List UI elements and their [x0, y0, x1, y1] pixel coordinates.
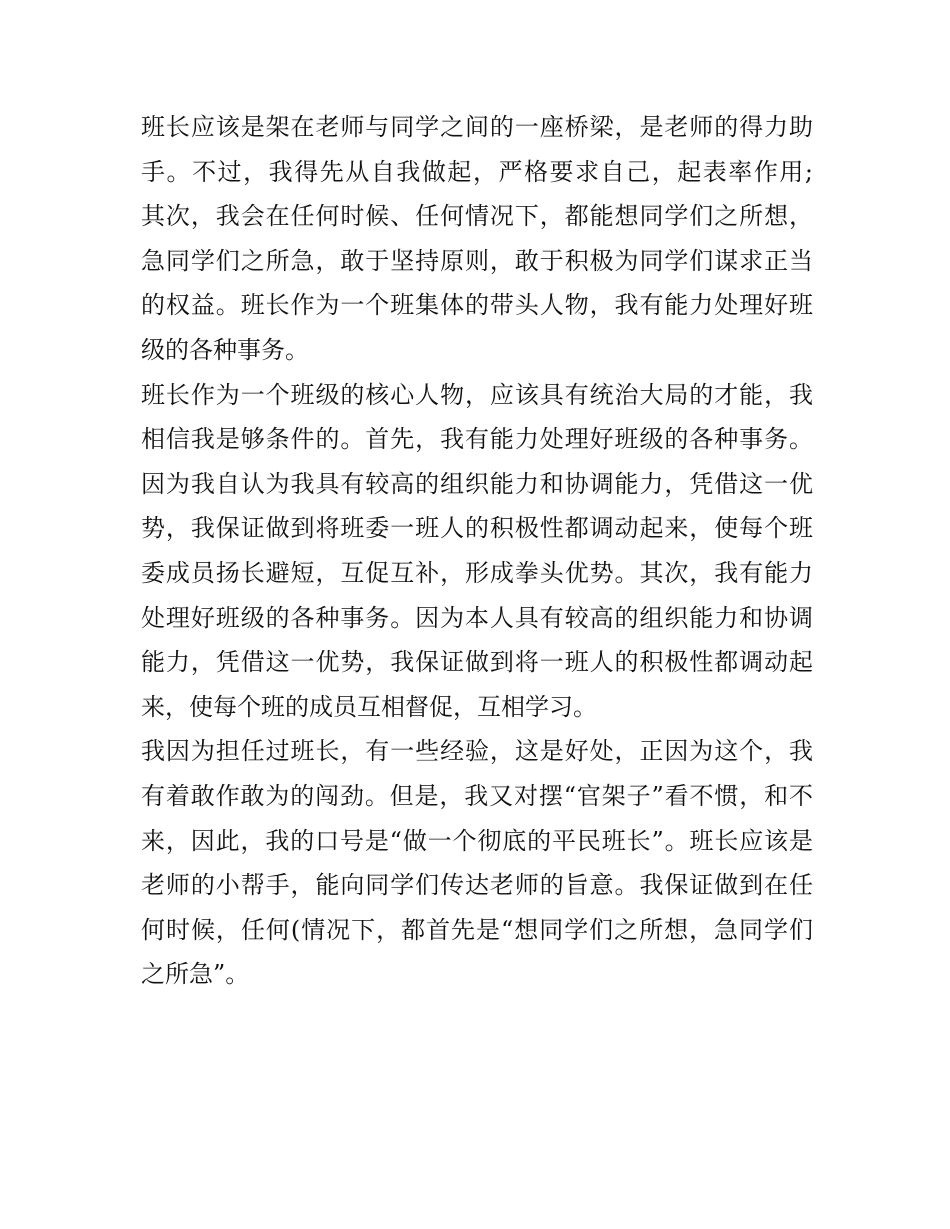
text-line: 来，因此，我的口号是“做一个彻底的平民班长”。班长应该是: [141, 826, 813, 855]
text-line: 手。不过，我得先从自我做起，严格要求自己，起表率作用;: [141, 157, 813, 186]
text-line: 我因为担任过班长，有一些经验，这是好处，正因为这个，我: [141, 737, 813, 766]
document-body: [141, 105, 813, 997]
text-line: 班长作为一个班级的核心人物，应该具有统治大局的才能，我: [141, 380, 813, 409]
text-line: 相信我是够条件的。首先，我有能力处理好班级的各种事务。: [141, 425, 813, 454]
text-line: 的权益。班长作为一个班集体的带头人物，我有能力处理好班: [141, 291, 813, 320]
text-line: 来，使每个班的成员互相督促，互相学习。: [141, 692, 597, 721]
text-line: 能力，凭借这一优势，我保证做到将一班人的积极性都调动起: [141, 648, 813, 677]
text-line: 急同学们之所急，敢于坚持原则，敢于积极为同学们谋求正当: [141, 246, 813, 275]
text-line: 因为我自认为我具有较高的组织能力和协调能力，凭借这一优: [141, 469, 813, 498]
text-line: 其次，我会在任何时候、任何情况下，都能想同学们之所想，: [141, 202, 813, 231]
text-line: 班长应该是架在老师与同学之间的一座桥梁，是老师的得力助: [141, 113, 813, 141]
text-line: 之所急”。: [141, 960, 250, 989]
text-line: 何时候，任何(情况下，都首先是“想同学们之所想，急同学们: [141, 915, 813, 944]
text-line: 有着敢作敢为的闯劲。但是，我又对摆“官架子”看不惯，和不: [141, 781, 813, 810]
text-line: 处理好班级的各种事务。因为本人具有较高的组织能力和协调: [141, 603, 813, 632]
text-line: 委成员扬长避短，互促互补，形成拳头优势。其次，我有能力: [141, 558, 813, 587]
text-line: 级的各种事务。: [141, 335, 309, 364]
text-line: 势，我保证做到将班委一班人的积极性都调动起来，使每个班: [141, 514, 813, 543]
text-line: 老师的小帮手，能向同学们传达老师的旨意。我保证做到在任: [141, 871, 813, 900]
